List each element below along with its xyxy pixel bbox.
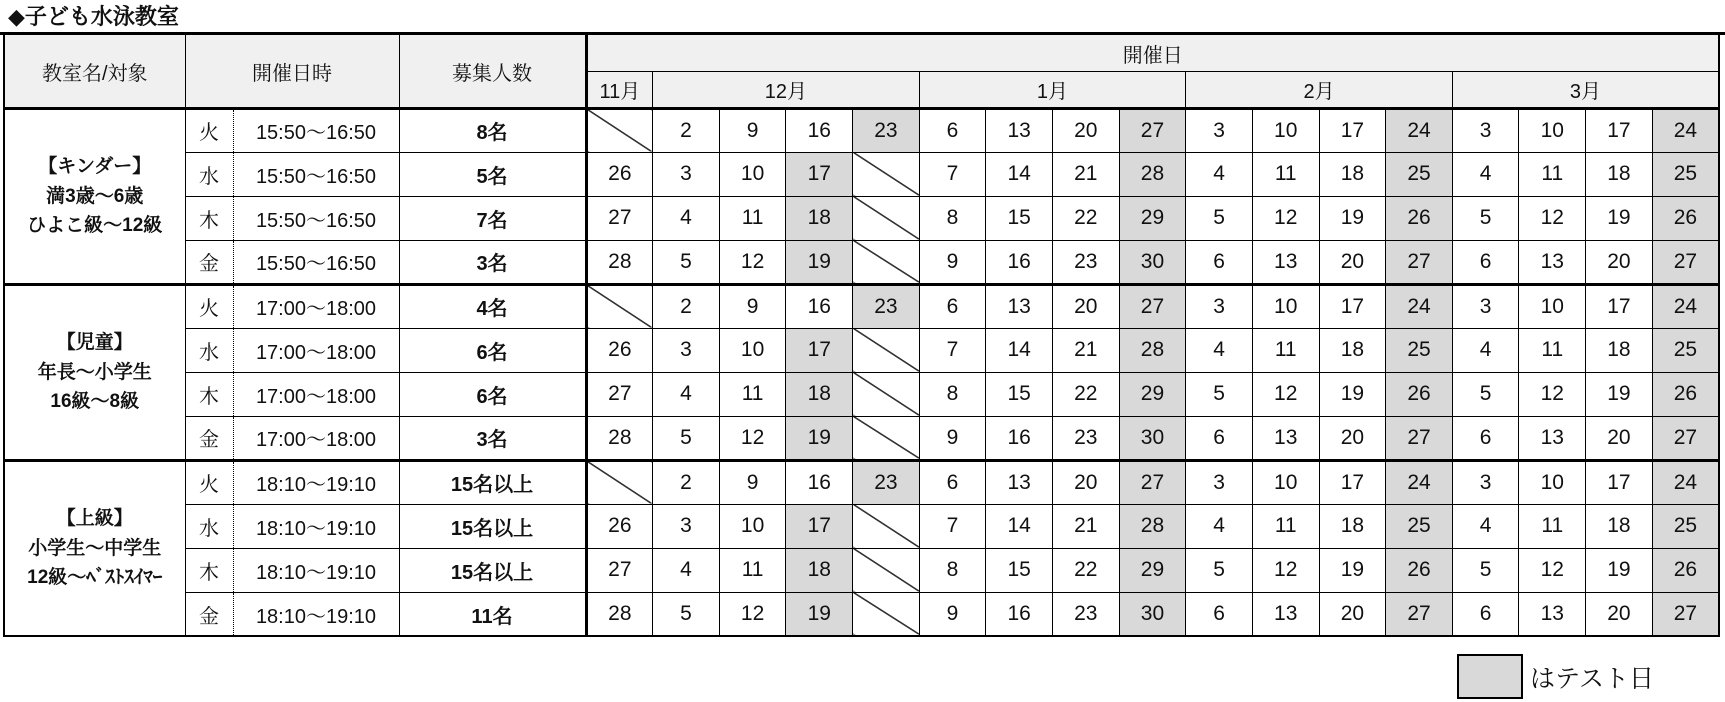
date-cell: 11	[1252, 152, 1319, 196]
date-cell: 18	[1319, 328, 1386, 372]
date-cell: 13	[1252, 240, 1319, 284]
test-day-cell: 25	[1386, 504, 1453, 548]
date-cell: 3	[653, 152, 720, 196]
test-day-cell: 27	[1386, 592, 1453, 636]
date-cell: 14	[986, 504, 1053, 548]
date-cell: 9	[719, 460, 786, 504]
date-cell: 15	[986, 196, 1053, 240]
date-cell: 10	[719, 328, 786, 372]
test-day-cell: 27	[1386, 240, 1453, 284]
date-cell: 4	[653, 548, 720, 592]
date-cell: 6	[1452, 240, 1519, 284]
table-row	[4, 108, 1719, 152]
test-day-cell: 28	[1119, 504, 1186, 548]
no-class-cell	[853, 548, 920, 592]
day-cell: 木	[185, 548, 233, 592]
date-cell: 13	[1252, 416, 1319, 460]
date-cell: 7	[919, 504, 986, 548]
test-day-cell: 18	[786, 372, 853, 416]
test-day-cell: 26	[1652, 372, 1719, 416]
date-cell: 8	[919, 196, 986, 240]
test-day-cell: 26	[1386, 548, 1453, 592]
date-cell: 28	[586, 240, 653, 284]
date-cell: 17	[1319, 460, 1386, 504]
date-cell: 6	[1452, 416, 1519, 460]
capacity-cell: 11名	[399, 592, 586, 636]
capacity-cell: 6名	[399, 372, 586, 416]
date-cell: 16	[786, 460, 853, 504]
date-cell: 17	[1586, 108, 1653, 152]
test-day-cell: 24	[1652, 284, 1719, 328]
header-schedule: 開催日時	[185, 35, 399, 108]
date-cell: 10	[1252, 284, 1319, 328]
date-cell: 18	[1586, 504, 1653, 548]
date-cell: 10	[1519, 460, 1586, 504]
time-cell: 18:10～19:10	[233, 548, 399, 592]
test-day-cell: 24	[1386, 284, 1453, 328]
no-class-cell	[853, 372, 920, 416]
class-group-name-line: ひよこ級～12級	[27, 215, 163, 237]
date-cell: 6	[1186, 416, 1253, 460]
date-cell: 11	[1252, 504, 1319, 548]
table-row	[4, 460, 1719, 504]
capacity-cell: 3名	[399, 240, 586, 284]
date-cell: 5	[1186, 196, 1253, 240]
day-cell: 金	[185, 416, 233, 460]
legend-label: はテスト日	[1530, 664, 1655, 693]
date-cell: 22	[1052, 372, 1119, 416]
class-group-name-line: 12級～ﾍﾞｽﾄｽｲﾏｰ	[27, 567, 163, 589]
test-day-cell: 27	[1119, 284, 1186, 328]
test-day-cell: 19	[786, 592, 853, 636]
day-cell: 火	[185, 460, 233, 504]
table-row	[4, 240, 1719, 284]
test-day-cell: 30	[1119, 416, 1186, 460]
test-day-cell: 25	[1386, 328, 1453, 372]
date-cell: 5	[1452, 548, 1519, 592]
date-cell: 12	[1252, 372, 1319, 416]
test-day-cell: 23	[853, 284, 920, 328]
date-cell: 2	[653, 108, 720, 152]
month-header: 12月	[653, 71, 920, 108]
capacity-cell: 15名以上	[399, 460, 586, 504]
date-cell: 4	[1186, 328, 1253, 372]
date-cell: 18	[1586, 328, 1653, 372]
header-row-main	[4, 35, 1719, 71]
test-day-cell: 25	[1652, 152, 1719, 196]
date-cell: 3	[1186, 284, 1253, 328]
day-cell: 木	[185, 196, 233, 240]
test-day-cell: 26	[1652, 548, 1719, 592]
test-day-cell: 25	[1652, 328, 1719, 372]
date-cell: 16	[786, 108, 853, 152]
date-cell: 11	[1252, 328, 1319, 372]
no-class-cell	[853, 592, 920, 636]
date-cell: 22	[1052, 548, 1119, 592]
class-group-name-line: 年長～小学生	[37, 361, 152, 383]
table-row	[4, 284, 1719, 328]
date-cell: 11	[1519, 328, 1586, 372]
date-cell: 27	[586, 548, 653, 592]
no-class-cell	[853, 328, 920, 372]
time-cell: 17:00～18:00	[233, 416, 399, 460]
date-cell: 13	[1519, 240, 1586, 284]
table-row	[4, 592, 1719, 636]
no-class-cell	[586, 284, 653, 328]
date-cell: 13	[1519, 592, 1586, 636]
test-day-cell: 27	[1119, 108, 1186, 152]
date-cell: 3	[653, 504, 720, 548]
test-day-cell: 24	[1386, 108, 1453, 152]
date-cell: 28	[586, 416, 653, 460]
date-cell: 21	[1052, 328, 1119, 372]
class-group-name-line: 【児童】	[56, 332, 133, 354]
no-class-cell	[853, 196, 920, 240]
date-cell: 12	[1519, 196, 1586, 240]
time-cell: 17:00～18:00	[233, 372, 399, 416]
date-cell: 16	[986, 416, 1053, 460]
test-day-cell: 27	[1652, 416, 1719, 460]
time-cell: 15:50～16:50	[233, 196, 399, 240]
test-day-cell: 24	[1652, 108, 1719, 152]
test-day-cell: 27	[1652, 592, 1719, 636]
date-cell: 19	[1586, 548, 1653, 592]
test-day-cell: 24	[1652, 460, 1719, 504]
month-header: 3月	[1452, 71, 1719, 108]
date-cell: 5	[1186, 548, 1253, 592]
test-day-cell: 23	[853, 108, 920, 152]
day-cell: 火	[185, 284, 233, 328]
day-cell: 火	[185, 108, 233, 152]
time-cell: 18:10～19:10	[233, 460, 399, 504]
date-cell: 3	[1452, 284, 1519, 328]
date-cell: 23	[1052, 592, 1119, 636]
capacity-cell: 3名	[399, 416, 586, 460]
date-cell: 26	[586, 328, 653, 372]
day-cell: 水	[185, 328, 233, 372]
date-cell: 9	[919, 416, 986, 460]
day-cell: 水	[185, 504, 233, 548]
class-group-name-line: 16級～8級	[50, 391, 140, 413]
test-day-cell: 18	[786, 196, 853, 240]
table-row	[4, 328, 1719, 372]
test-day-cell: 29	[1119, 372, 1186, 416]
time-cell: 15:50～16:50	[233, 108, 399, 152]
test-day-cell: 17	[786, 152, 853, 196]
time-cell: 18:10～19:10	[233, 592, 399, 636]
date-cell: 10	[1252, 108, 1319, 152]
date-cell: 19	[1586, 196, 1653, 240]
no-class-cell	[853, 416, 920, 460]
table-row	[4, 416, 1719, 460]
date-cell: 12	[719, 240, 786, 284]
date-cell: 11	[719, 548, 786, 592]
date-cell: 16	[986, 592, 1053, 636]
date-cell: 6	[919, 108, 986, 152]
header-capacity: 募集人数	[399, 35, 586, 108]
date-cell: 27	[586, 196, 653, 240]
capacity-cell: 8名	[399, 108, 586, 152]
date-cell: 15	[986, 548, 1053, 592]
test-day-cell: 28	[1119, 328, 1186, 372]
header-class-target: 教室名/対象	[4, 35, 185, 108]
date-cell: 4	[653, 196, 720, 240]
class-group-name-line: 小学生～中学生	[28, 537, 162, 559]
date-cell: 4	[1186, 152, 1253, 196]
date-cell: 6	[1452, 592, 1519, 636]
date-cell: 20	[1319, 416, 1386, 460]
test-day-cell: 26	[1386, 372, 1453, 416]
date-cell: 19	[1586, 372, 1653, 416]
date-cell: 13	[986, 284, 1053, 328]
date-cell: 11	[1519, 152, 1586, 196]
date-cell: 4	[1186, 504, 1253, 548]
class-group-name-line: 【上級】	[56, 508, 133, 530]
date-cell: 17	[1586, 284, 1653, 328]
test-day-cell: 19	[786, 240, 853, 284]
table-row	[4, 372, 1719, 416]
date-cell: 26	[586, 504, 653, 548]
date-cell: 8	[919, 548, 986, 592]
date-cell: 17	[1319, 284, 1386, 328]
test-day-swatch	[1457, 654, 1523, 699]
date-cell: 3	[1186, 460, 1253, 504]
date-cell: 26	[586, 152, 653, 196]
date-cell: 3	[1186, 108, 1253, 152]
date-cell: 14	[986, 152, 1053, 196]
date-cell: 17	[1319, 108, 1386, 152]
time-cell: 17:00～18:00	[233, 284, 399, 328]
date-cell: 9	[919, 592, 986, 636]
date-cell: 4	[1452, 504, 1519, 548]
test-day-cell: 30	[1119, 592, 1186, 636]
date-cell: 20	[1052, 460, 1119, 504]
table-row	[4, 548, 1719, 592]
date-cell: 10	[1519, 284, 1586, 328]
class-group-name-line: 【キンダー】	[38, 156, 152, 178]
time-cell: 15:50～16:50	[233, 240, 399, 284]
header-dates: 開催日	[586, 35, 1719, 71]
test-day-cell: 25	[1386, 152, 1453, 196]
date-cell: 10	[1519, 108, 1586, 152]
capacity-cell: 4名	[399, 284, 586, 328]
date-cell: 2	[653, 284, 720, 328]
legend	[1457, 653, 1725, 700]
date-cell: 6	[1186, 592, 1253, 636]
date-cell: 3	[1452, 460, 1519, 504]
date-cell: 13	[1252, 592, 1319, 636]
date-cell: 23	[1052, 416, 1119, 460]
date-cell: 12	[1252, 548, 1319, 592]
page-title: ◆子ども水泳教室	[0, 0, 1725, 35]
date-cell: 5	[653, 592, 720, 636]
month-header: 11月	[586, 71, 653, 108]
test-day-cell: 19	[786, 416, 853, 460]
no-class-cell	[853, 240, 920, 284]
table-row	[4, 152, 1719, 196]
date-cell: 7	[919, 328, 986, 372]
test-day-cell: 17	[786, 504, 853, 548]
schedule-table-body	[4, 108, 1719, 636]
date-cell: 12	[1519, 548, 1586, 592]
test-day-cell: 30	[1119, 240, 1186, 284]
capacity-cell: 7名	[399, 196, 586, 240]
no-class-cell	[853, 152, 920, 196]
date-cell: 21	[1052, 152, 1119, 196]
date-cell: 18	[1586, 152, 1653, 196]
test-day-cell: 27	[1652, 240, 1719, 284]
test-day-cell: 26	[1386, 196, 1453, 240]
capacity-cell: 5名	[399, 152, 586, 196]
capacity-cell: 15名以上	[399, 548, 586, 592]
day-cell: 金	[185, 240, 233, 284]
date-cell: 18	[1319, 504, 1386, 548]
test-day-cell: 28	[1119, 152, 1186, 196]
date-cell: 6	[919, 284, 986, 328]
date-cell: 9	[719, 284, 786, 328]
class-group-name	[4, 108, 185, 284]
test-day-cell: 24	[1386, 460, 1453, 504]
date-cell: 10	[719, 152, 786, 196]
day-cell: 木	[185, 372, 233, 416]
date-cell: 20	[1319, 240, 1386, 284]
date-cell: 11	[1519, 504, 1586, 548]
time-cell: 17:00～18:00	[233, 328, 399, 372]
test-day-cell: 27	[1119, 460, 1186, 504]
date-cell: 5	[1452, 196, 1519, 240]
capacity-cell: 6名	[399, 328, 586, 372]
test-day-cell: 26	[1652, 196, 1719, 240]
date-cell: 20	[1586, 416, 1653, 460]
test-day-cell: 23	[853, 460, 920, 504]
date-cell: 20	[1586, 240, 1653, 284]
date-cell: 16	[786, 284, 853, 328]
date-cell: 4	[1452, 328, 1519, 372]
date-cell: 5	[653, 240, 720, 284]
test-day-cell: 29	[1119, 196, 1186, 240]
time-cell: 15:50～16:50	[233, 152, 399, 196]
date-cell: 5	[653, 416, 720, 460]
date-cell: 3	[1452, 108, 1519, 152]
test-day-cell: 17	[786, 328, 853, 372]
date-cell: 21	[1052, 504, 1119, 548]
date-cell: 6	[919, 460, 986, 504]
date-cell: 10	[1252, 460, 1319, 504]
date-cell: 7	[919, 152, 986, 196]
table-row	[4, 504, 1719, 548]
date-cell: 4	[653, 372, 720, 416]
date-cell: 20	[1319, 592, 1386, 636]
day-cell: 金	[185, 592, 233, 636]
swim-schedule-table	[3, 35, 1720, 637]
date-cell: 18	[1319, 152, 1386, 196]
date-cell: 2	[653, 460, 720, 504]
date-cell: 5	[1186, 372, 1253, 416]
date-cell: 19	[1319, 196, 1386, 240]
date-cell: 19	[1319, 372, 1386, 416]
class-group-name-line: 満3歳～6歳	[46, 185, 144, 207]
date-cell: 13	[1519, 416, 1586, 460]
capacity-cell: 15名以上	[399, 504, 586, 548]
date-cell: 12	[719, 416, 786, 460]
date-cell: 13	[986, 108, 1053, 152]
date-cell: 15	[986, 372, 1053, 416]
test-day-cell: 25	[1652, 504, 1719, 548]
date-cell: 23	[1052, 240, 1119, 284]
date-cell: 6	[1186, 240, 1253, 284]
day-cell: 水	[185, 152, 233, 196]
no-class-cell	[586, 108, 653, 152]
class-group-name	[4, 460, 185, 636]
no-class-cell	[853, 504, 920, 548]
date-cell: 3	[653, 328, 720, 372]
date-cell: 20	[1052, 108, 1119, 152]
month-header: 2月	[1186, 71, 1453, 108]
time-cell: 18:10～19:10	[233, 504, 399, 548]
date-cell: 28	[586, 592, 653, 636]
date-cell: 9	[919, 240, 986, 284]
date-cell: 13	[986, 460, 1053, 504]
date-cell: 16	[986, 240, 1053, 284]
date-cell: 4	[1452, 152, 1519, 196]
date-cell: 8	[919, 372, 986, 416]
date-cell: 10	[719, 504, 786, 548]
month-header: 1月	[919, 71, 1186, 108]
date-cell: 27	[586, 372, 653, 416]
date-cell: 11	[719, 372, 786, 416]
date-cell: 12	[719, 592, 786, 636]
date-cell: 17	[1586, 460, 1653, 504]
date-cell: 12	[1519, 372, 1586, 416]
class-group-name	[4, 284, 185, 460]
no-class-cell	[586, 460, 653, 504]
date-cell: 20	[1052, 284, 1119, 328]
test-day-cell: 18	[786, 548, 853, 592]
date-cell: 12	[1252, 196, 1319, 240]
date-cell: 14	[986, 328, 1053, 372]
test-day-cell: 27	[1386, 416, 1453, 460]
date-cell: 11	[719, 196, 786, 240]
date-cell: 22	[1052, 196, 1119, 240]
table-row	[4, 196, 1719, 240]
date-cell: 19	[1319, 548, 1386, 592]
date-cell: 5	[1452, 372, 1519, 416]
date-cell: 9	[719, 108, 786, 152]
test-day-cell: 29	[1119, 548, 1186, 592]
date-cell: 20	[1586, 592, 1653, 636]
